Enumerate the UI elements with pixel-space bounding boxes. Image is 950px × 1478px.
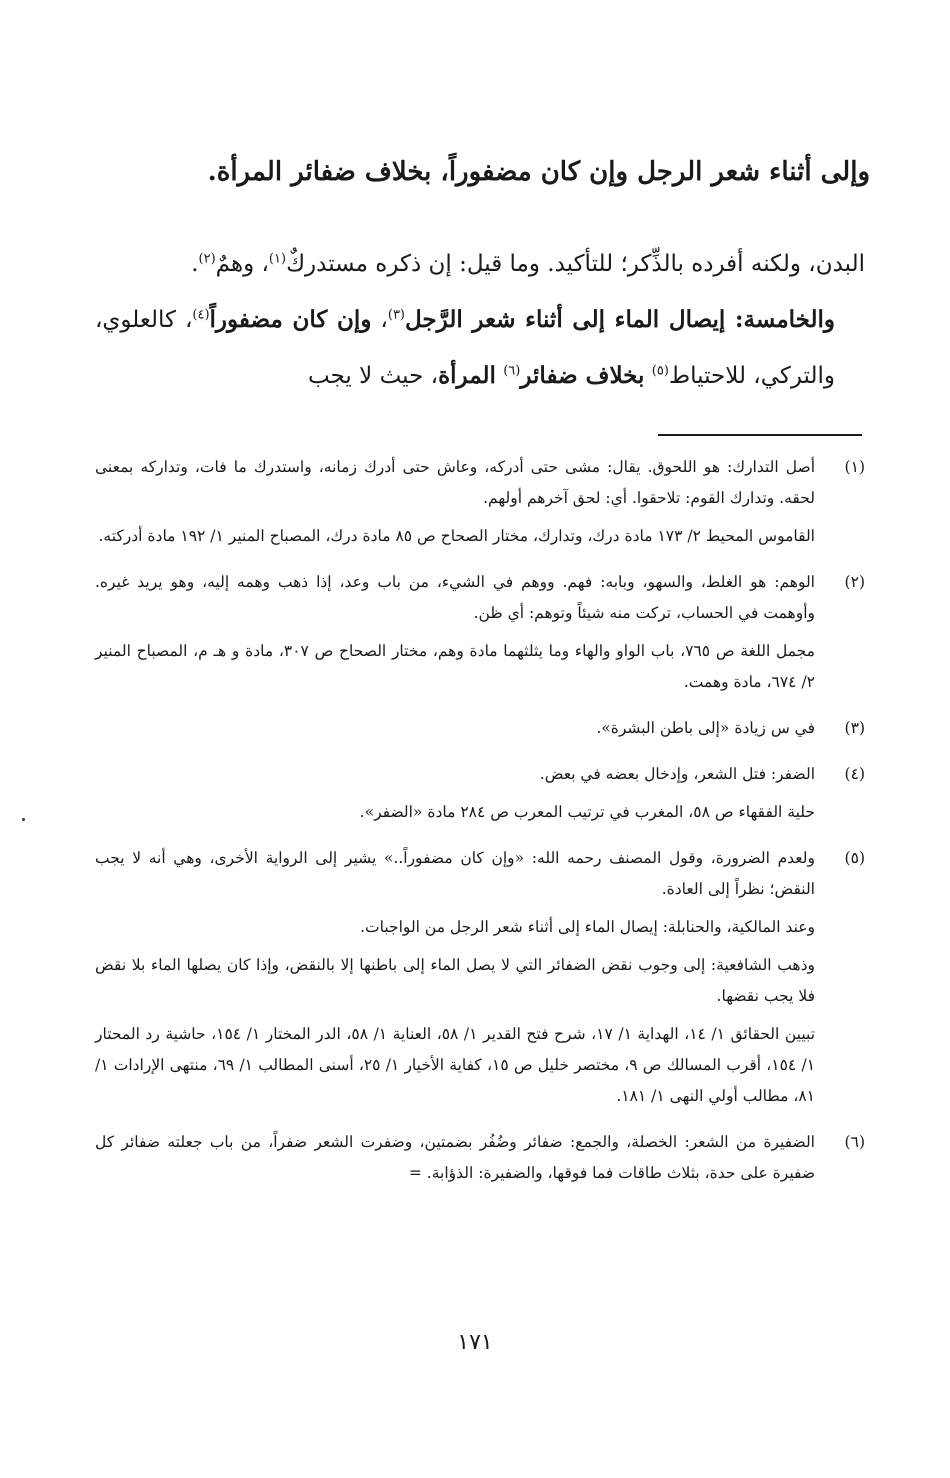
footnote: [95, 713, 865, 751]
footnote-body: [95, 452, 815, 559]
footnote-line: الضفر: فتل الشعر، وإدخال بعضه في بعض.: [539, 765, 815, 783]
footnote-line: أصل التدارك: هو اللحوق. يقال: مشى حتى أدركه، وعاش حتى أدرك زمانه، واستدرك ما فات، وتداركه بمعنى لحقه. وتدارك القوم: تلاحقوا. أي: لحق آخرهم أولهم.: [95, 458, 815, 507]
footnote-line: في س زيادة «إلى باطن البشرة».: [596, 719, 815, 737]
footnote-number: (١): [844, 458, 865, 476]
footnote-ref: (٢): [198, 251, 216, 267]
commentary-text: والخامسة: إيصال الماء: [604, 306, 836, 333]
footnotes: [95, 452, 865, 1204]
footnote-body: [95, 713, 815, 751]
quoted-matn: بخلاف ضفائر: [520, 362, 645, 389]
footnote: [95, 759, 865, 835]
footnote-line: مجمل اللغة ص ٧٦٥، باب الواو والهاء وما يثلثهما مادة وهم، مختار الصحاح ص ٣٠٧، مادة و هـ م، المصباح المنير ٢/ ٦٧٤، مادة وهمت.: [95, 642, 815, 691]
commentary-text: ،: [371, 307, 388, 333]
quoted-matn: وإن كان مضفوراً: [209, 306, 372, 333]
commentary-text: ، كالعلوي، والتركي، للاحتياط: [95, 307, 835, 389]
commentary-body: [95, 236, 865, 404]
footnote-separator: [658, 434, 862, 436]
footnote-body: [95, 1127, 815, 1196]
footnote-ref: (٦): [503, 363, 521, 379]
footnote-line: الوهم: هو الغلط، والسهو، وبابه: فهم. ووهم في الشيء، من باب وعد، إذا ذهب وهمه إليه، وهو يريد غيره. وأوهمت في الحساب، تركت منه شيئاً وتوهم: أي ظن.: [95, 573, 815, 622]
footnote: [95, 1127, 865, 1196]
footnote-line: وعند المالكية، والحنابلة: إيصال الماء إلى أثناء شعر الرجل من الواجبات.: [360, 918, 815, 936]
commentary-text: البدن، ولكنه أفرده بالذِّكر؛ للتأكيد. وما قيل: إن ذكره مستدركٌ: [286, 251, 865, 277]
footnote-number: (٥): [844, 849, 865, 867]
matn-heading: [180, 150, 870, 194]
page-number: ١٧١: [457, 1330, 493, 1355]
scan-speck: [22, 818, 25, 821]
footnote: [95, 843, 865, 1119]
footnote-number: (٦): [844, 1133, 865, 1151]
commentary-text: .: [191, 251, 199, 277]
footnote-body: [95, 843, 815, 1119]
footnote-number: (٤): [844, 765, 865, 783]
footnote-line: ولعدم الضرورة، وقول المصنف رحمه الله: «وإن كان مضفوراً..» يشير إلى الرواية الأخرى، وهي أنه لا يجب النقض؛ نظراً إلى العادة.: [95, 849, 815, 898]
footnote-ref: (٣): [387, 307, 405, 323]
footnote-ref: (٤): [192, 307, 210, 323]
quoted-matn: إلى أثناء شعر الرَّجل: [405, 306, 605, 333]
footnote: [95, 567, 865, 705]
footnote-ref: (١): [268, 251, 287, 267]
footnote-body: [95, 759, 815, 835]
commentary-text: [644, 363, 651, 389]
footnote-line: القاموس المحيط ٢/ ١٧٣ مادة درك، وتدارك، مختار الصحاح ص ٨٥ مادة درك، المصباح المنير ١/ ١٩٢ مادة أدركته.: [98, 527, 815, 545]
matn-text: وإلى أثناء شعر الرجل وإن كان مضفوراً، بخلاف ضفائر المرأة.: [207, 157, 870, 187]
quoted-matn: المرأة: [438, 362, 496, 389]
commentary-text: ، حيث لا يجب: [308, 363, 439, 389]
footnote: [95, 452, 865, 559]
footnote-line: وذهب الشافعية: إلى وجوب نقض الضفائر التي لا يصل الماء إلى باطنها إلا بالنقض، وإذا كان يصلها الماء بلا نقض فلا يجب نقضها.: [95, 956, 815, 1005]
footnote-line: حلية الفقهاء ص ٥٨، المغرب في ترتيب المعرب ص ٢٨٤ مادة «الضفر».: [359, 803, 815, 821]
commentary-text: ، وهمٌ: [215, 251, 269, 277]
commentary-paragraph: [95, 236, 865, 292]
footnote-ref: (٥): [651, 363, 669, 379]
footnote-number: (٢): [844, 573, 865, 591]
footnote-line: تبيين الحقائق ١/ ١٤، الهداية ١/ ١٧، شرح فتح القدير ١/ ٥٨، العناية ١/ ٥٨، الدر المختار ١/ ١٥٤، حاشية رد المحتار ١/ ١٥٤، أقرب المسالك ص ٩، مختصر خليل ص ١٥، كفاية الأخيار ١/ ٢٥، أسنى المطالب ١/ ٦٩، منتهى الإرادات ١/ ٨١، مطالب أولي النهى ١/ ١٨١.: [95, 1025, 816, 1105]
footnote-line: الضفيرة من الشعر: الخصلة، والجمع: ضفائر وضُفُر بضمتين، وضفرت الشعر ضفراً، من باب جعلته ضفائر كل ضفيرة على حدة، بثلاث طاقات فما فوقها، والضفيرة: الذؤابة. =: [95, 1133, 815, 1182]
footnote-body: [95, 567, 815, 705]
commentary-paragraph: [95, 292, 865, 404]
footnote-number: (٣): [844, 719, 865, 737]
